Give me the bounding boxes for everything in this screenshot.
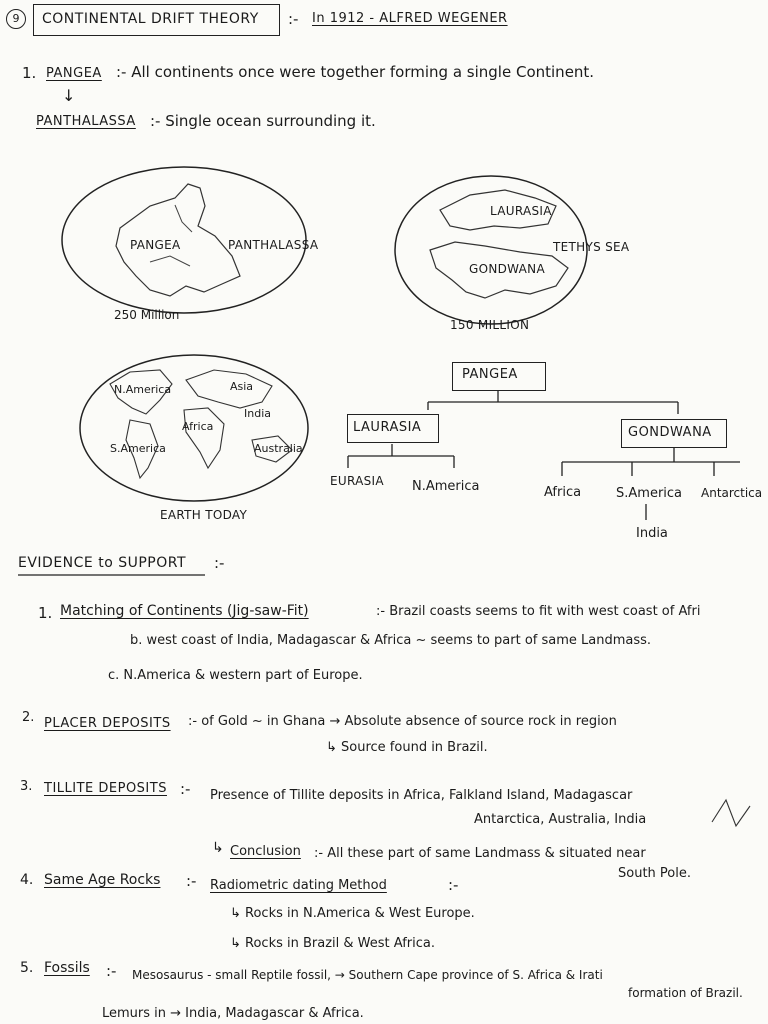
panthalassa-term: PANTHALASSA: [36, 114, 136, 129]
map2-caption: 150 MILLION: [450, 318, 530, 332]
evidence-heading-colon: :-: [214, 554, 225, 572]
map3-africa-label: Africa: [182, 420, 214, 433]
evidence3-conclusion2: South Pole.: [618, 866, 691, 881]
tree-leaf-eurasia: EURASIA: [330, 474, 384, 488]
page-title: CONTINENTAL DRIFT THEORY: [42, 11, 259, 27]
evidence4-number: 4.: [20, 872, 34, 888]
map1-ocean-label: PANTHALASSA: [228, 238, 319, 252]
eurasia-landmass: [186, 370, 272, 408]
map3-sa-label: S.America: [110, 442, 166, 455]
evidence2-title: PLACER DEPOSITS: [44, 716, 171, 731]
map3-asia-label: Asia: [230, 380, 254, 393]
intro-number: 1.: [22, 64, 37, 82]
evidence2-sub: ↳ Source found in Brazil.: [326, 740, 488, 755]
tree-leaf-africa: Africa: [544, 485, 582, 500]
evidence4-colon: :-: [186, 872, 197, 890]
evidence1-c: c. N.America & western part of Europe.: [108, 668, 363, 683]
map3-australia-label: Australia: [254, 442, 303, 455]
tree-left: LAURASIA: [353, 420, 422, 435]
map3-na-label: N.America: [114, 383, 172, 396]
evidence5-number: 5.: [20, 960, 34, 976]
pangea-term: PANGEA: [46, 66, 102, 81]
map1-caption: 250 Million: [114, 308, 180, 322]
evidence3-conclusion-arrow: ↳: [212, 840, 224, 856]
evidence2-number: 2.: [22, 710, 35, 725]
map3-india-label: India: [244, 407, 271, 420]
evidence1-title: Matching of Continents (Jig-saw-Fit): [60, 603, 309, 619]
map2-gondwana-label: GONDWANA: [469, 262, 545, 276]
tree-leaf-na: N.America: [412, 479, 480, 494]
evidence5-text-cont: formation of Brazil.: [628, 986, 743, 1000]
evidence1-number: 1.: [38, 604, 53, 622]
tree-leaf-india: India: [636, 526, 668, 541]
map3-caption: EARTH TODAY: [160, 508, 248, 522]
evidence5-colon: :-: [106, 962, 117, 980]
map2-tethys-label: TETHYS SEA: [553, 240, 630, 254]
evidence3-conclusion-label: Conclusion: [230, 844, 301, 859]
evidence-heading: EVIDENCE to SUPPORT: [18, 555, 187, 571]
evidence3-text: Presence of Tillite deposits in Africa, Falkland Island, Madagascar: [210, 788, 633, 803]
evidence4-title: Same Age Rocks: [44, 872, 161, 888]
tree-leaf-antarctica: Antarctica: [701, 486, 763, 500]
evidence3-number: 3.: [20, 779, 33, 794]
evidence4-method-colon: :-: [448, 876, 459, 894]
evidence1-text: :- Brazil coasts seems to fit with west coast of Afri: [376, 604, 701, 619]
evidence5-lemurs: Lemurs in → India, Madagascar & Africa.: [102, 1006, 364, 1021]
evidence3-conclusion: :- All these part of same Landmass & situated near: [314, 846, 646, 861]
evidence5-title: Fossils: [44, 960, 90, 976]
evidence4-r2: ↳ Rocks in Brazil & West Africa.: [230, 936, 435, 951]
tree-leaf-sa: S.America: [616, 486, 683, 501]
pangea-definition: :- All continents once were together forming a single Continent.: [116, 63, 595, 81]
tree-right: GONDWANA: [628, 425, 712, 440]
year-author: In 1912 - ALFRED WEGENER: [312, 11, 508, 26]
evidence1-b: b. west coast of India, Madagascar & Africa ~ seems to part of same Landmass.: [130, 633, 652, 648]
evidence3-colon: :-: [180, 780, 191, 798]
africa-landmass: [184, 408, 224, 468]
evidence4-method: Radiometric dating Method: [210, 878, 387, 893]
evidence5-text: Mesosaurus - small Reptile fossil, → Southern Cape province of S. Africa & Irati: [132, 968, 603, 982]
evidence3-text2: Antarctica, Australia, India: [474, 812, 647, 827]
evidence2-text: :- of Gold ~ in Ghana → Absolute absence of source rock in region: [188, 714, 617, 729]
tree-root: PANGEA: [462, 367, 518, 382]
down-arrow-icon: ↓: [62, 86, 76, 105]
item-number: 9: [12, 12, 20, 25]
map2-laurasia-label: LAURASIA: [490, 204, 552, 218]
evidence3-title: TILLITE DEPOSITS: [44, 781, 167, 796]
panthalassa-definition: :- Single ocean surrounding it.: [150, 112, 376, 130]
map1-pangea-label: PANGEA: [130, 238, 181, 252]
evidence4-r1: ↳ Rocks in N.America & West Europe.: [230, 906, 475, 921]
title-separator: :-: [288, 10, 299, 28]
